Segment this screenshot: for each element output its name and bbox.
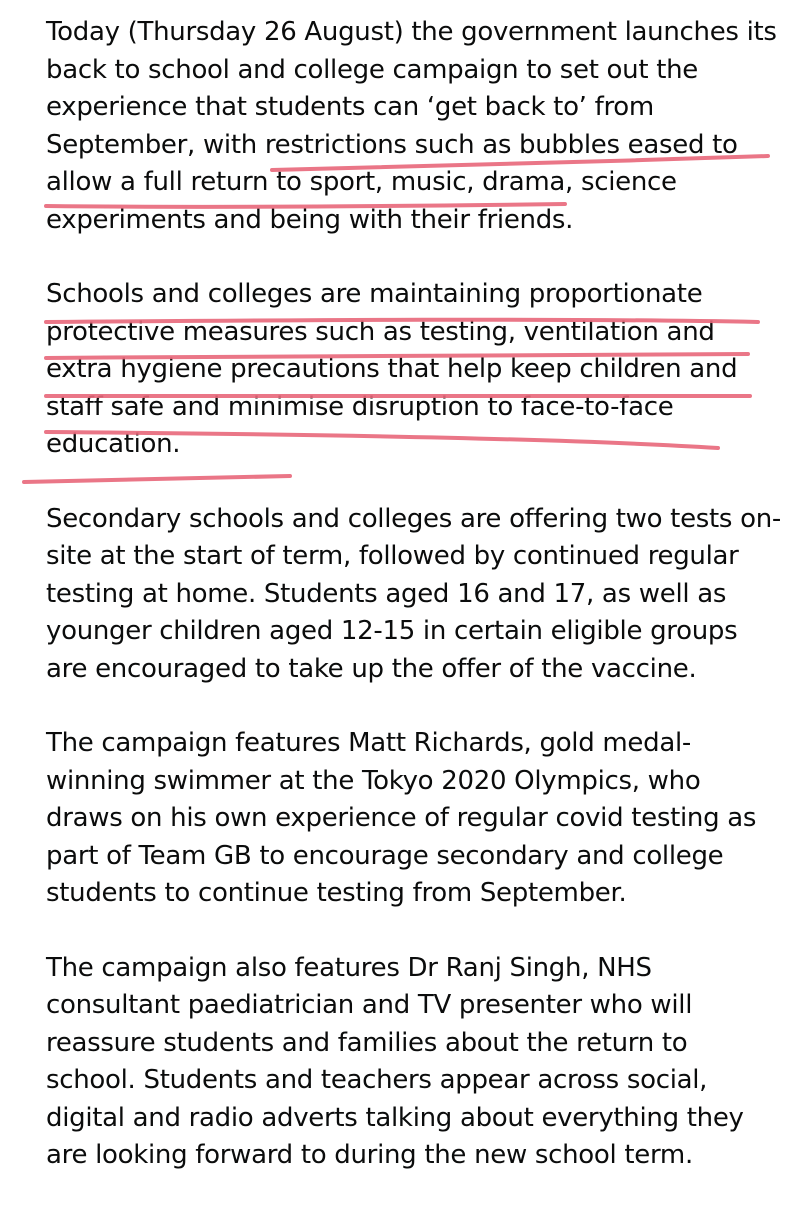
paragraph-ranj-singh: The campaign also features Dr Ranj Singh, NHS consultant paediatrician and TV presenter who will reassure students and families about the return to school. Students and teachers appear across social, digital and radio adverts talking about everything they are looking forward to during the new school term.	[46, 952, 744, 1170]
article-body	[46, 14, 781, 1212]
paragraph-testing-vaccine: Secondary schools and colleges are offering two tests on-site at the start of term, followed by continued regular testing at home. Students aged 16 and 17, as well as younger children aged 12-15 in certain eligible groups are encouraged to take up the offer of the vaccine.	[46, 503, 781, 684]
paragraph-campaign-launch: Today (Thursday 26 August) the government launches its back to school and college campaign to set out the experience that students can ‘get back to’ from September, with restrictions such as bubbles eased to allow a full return to sport, music, drama, science experiments and being with their friends.	[46, 17, 777, 235]
paragraph-protective-measures: Schools and colleges are maintaining proportionate protective measures such as testing, ventilation and extra hygiene precautions that help keep children and staff safe and minimise disruption to face-to-face education.	[46, 279, 738, 459]
paragraph-matt-richards: The campaign features Matt Richards, gold medal-winning swimmer at the Tokyo 2020 Olympics, who draws on his own experience of regular covid testing as part of Team GB to encourage secondary and college students to continue testing from September.	[46, 728, 757, 908]
